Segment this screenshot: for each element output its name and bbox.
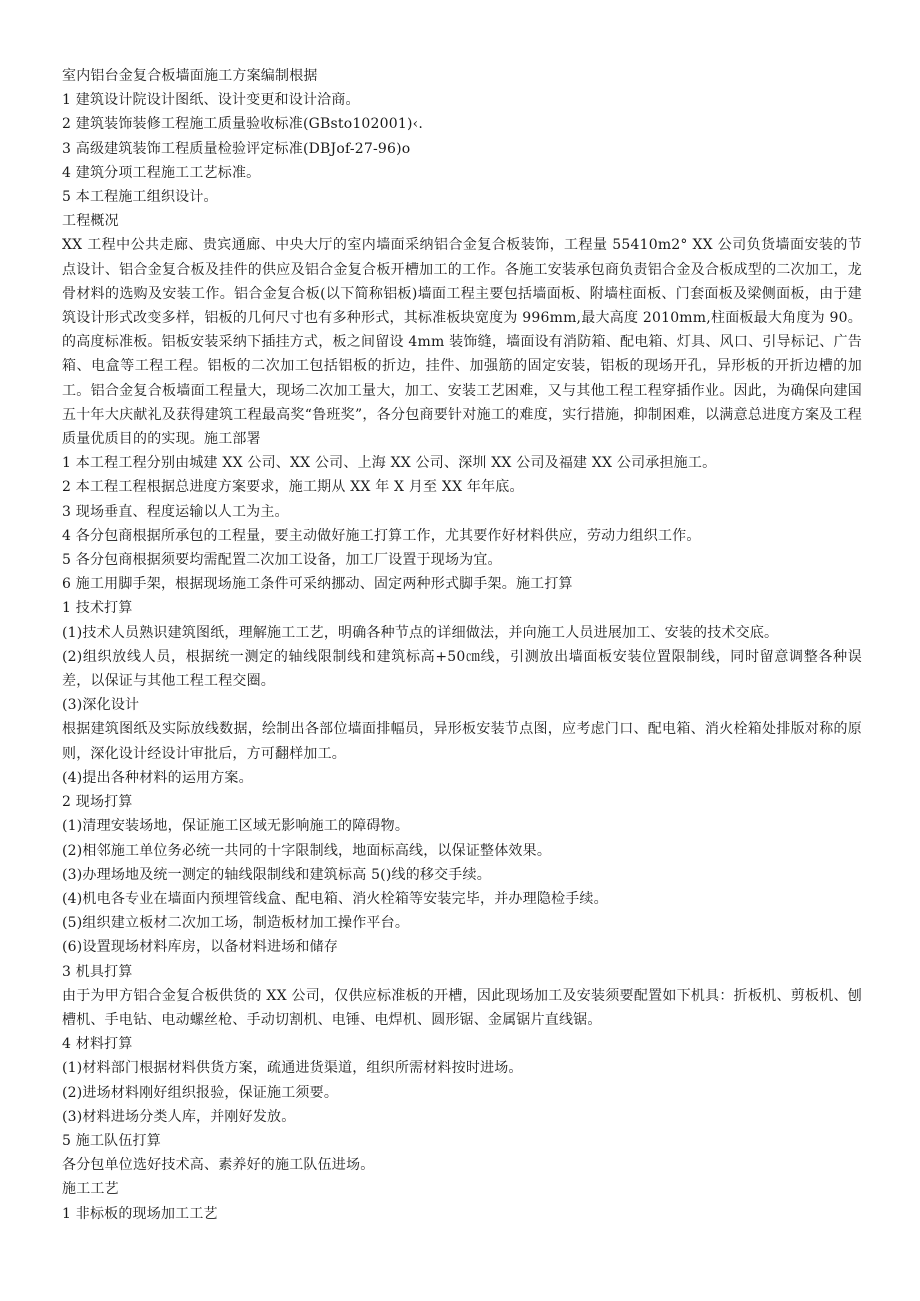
text-line: 5 本工程施工组织设计。 (62, 189, 218, 206)
text-line: 1 技术打算 (62, 600, 133, 617)
text-line: 6 施工用脚手架，根据现场施工条件可采纳挪动、固定两种形式脚手架。施工打算 (62, 576, 573, 593)
text-line: (4)提出各种材料的运用方案。 (62, 769, 253, 786)
text-line: 4 材料打算 (62, 1036, 133, 1053)
text-line: 5 各分包商根据须要均需配置二次加工设备，加工厂设置于现场为宜。 (62, 552, 502, 569)
text-line: 1 本工程工程分别由城建 XX 公司、XX 公司、上海 XX 公司、深圳 XX 公司及福建 XX 公司承担施工。 (62, 455, 717, 472)
text-line: (3)深化设计 (62, 697, 140, 714)
text-line: 1 非标板的现场加工工艺 (62, 1205, 218, 1222)
text-line: 3 机具打算 (62, 963, 133, 980)
text-line: (1)清理安装场地，保证施工区域无影响施工的障碍物。 (62, 818, 410, 835)
document-page (62, 64, 862, 1226)
text-line: 5 施工队伍打算 (62, 1132, 161, 1149)
text-line: 4 各分包商根据所承包的工程量，要主动做好施工打算工作，尤其要作好材料供应，劳动力组织工作。 (62, 527, 701, 544)
text-line: (6)设置现场材料库房，以备材料进场和储存 (62, 939, 339, 956)
text-line: (1)技术人员熟识建筑图纸，理解施工工艺，明确各种节点的详细做法，并向施工人员进展加工、安装的技术交底。 (62, 624, 779, 641)
body-paragraph: XX 工程中公共走廊、贵宾通廊、中央大厅的室内墙面采纳铝合金复合板装饰，工程量 55410m2° XX 公司负货墙面安装的节点设计、铝合金复合板及挂件的供应及铝合金复合板开槽加工的工作。各施工安装承包商负责铝合金及合板成型的二次加工，龙骨材料的选购及安装工作。铝合金复合板(以下简称铝板)墙面工程主要包括墙面板、附墙柱面板、门套面板及梁侧面板，由于建筑设计形式改变多样，铝板的几何尺寸也有多种形式，其标准板块宽度为 996mm,最大高度 2010mm,柱面板最大角度为 90。的高度标准板。铝板安装采纳下插挂方式，板之间留设 4mm 装饰缝，墙面设有消防箱、配电箱、灯具、风口、引导标记、广告箱、电盒等工程工程。铝板的二次加工包括铝板的折边，挂件、加强筋的固定安装，铝板的现场开孔，异形板的开折边槽的加工。铝合金复合板墙面工程量大，现场二次加工量大，加工、安装工艺困难，又与其他工程工程穿插作业。因此，为确保向建国五十年大庆献礼及获得建筑工程最高奖“鲁班奖”，各分包商要针对施工的难度，实行措施，抑制困难，以满意总进度方案及工程质量优质目的的实现。施工部署 (62, 237, 862, 448)
text-line: 3 现场垂直、程度运输以人工为主。 (62, 503, 289, 520)
text-line: (2)相邻施工单位务必统一共同的十字限制线，地面标高线，以保证整体效果。 (62, 842, 552, 859)
body-paragraph: (2)组织放线人员，根据统一测定的轴线限制线和建筑标高+50㎝线，引测放出墙面板安装位置限制线，同时留意调整各种误差，以保证与其他工程工程交圈。 (62, 648, 862, 690)
text-line: 各分包单位选好技术高、素养好的施工队伍进场。 (62, 1157, 375, 1174)
body-paragraph: 根据建筑图纸及实际放线数据，绘制出各部位墙面排幅员，异形板安装节点图，应考虑门口、配电箱、消火栓箱处排版对称的原则，深化设计经设计审批后，方可翻样加工。 (62, 721, 862, 762)
text-line: 2 本工程工程根据总进度方案要求，施工期从 XX 年 X 月至 XX 年年底。 (62, 479, 524, 496)
text-line: 1 建筑设计院设计图纸、设计变更和设计洽商。 (62, 92, 360, 109)
text-line: 2 现场打算 (62, 794, 133, 811)
text-line: (1)材料部门根据材料供货方案，疏通进货渠道，组织所需材料按时进场。 (62, 1060, 523, 1077)
text-line: 工程概况 (62, 213, 119, 230)
text-line: 3 高级建筑装饰工程质量检验评定标准(DBJof-27-96)o (62, 140, 411, 157)
text-line: (5)组织建立板材二次加工场，制造板材加工操作平台。 (62, 915, 410, 932)
text-line: (3)办理场地及统一测定的轴线限制线和建筑标高 5()线的移交手续。 (62, 866, 491, 883)
text-line: 施工工艺 (62, 1181, 119, 1198)
text-line: (4)机电各专业在墙面内预埋管线盒、配电箱、消火栓箱等安装完毕，并办理隐检手续。 (62, 890, 608, 907)
body-paragraph: 由于为甲方铝合金复合板供货的 XX 公司，仅供应标准板的开槽，因此现场加工及安装须要配置如下机具：折板机、剪板机、刨槽机、手电钻、电动螺丝枪、手动切割机、电锤、电焊机、圆形锯、金属锯片直线锯。 (62, 987, 862, 1028)
text-line: 2 建筑装饰装修工程施工质量验收标准(GBsto102001)‹. (62, 116, 424, 133)
text-line: 室内铝台金复合板墙面施工方案编制根据 (62, 68, 318, 84)
text-line: 4 建筑分项工程施工工艺标准。 (62, 164, 261, 181)
text-line: (2)进场材料刚好组织报验，保证施工须要。 (62, 1084, 339, 1101)
text-line: (3)材料进场分类人库，并刚好发放。 (62, 1108, 296, 1125)
